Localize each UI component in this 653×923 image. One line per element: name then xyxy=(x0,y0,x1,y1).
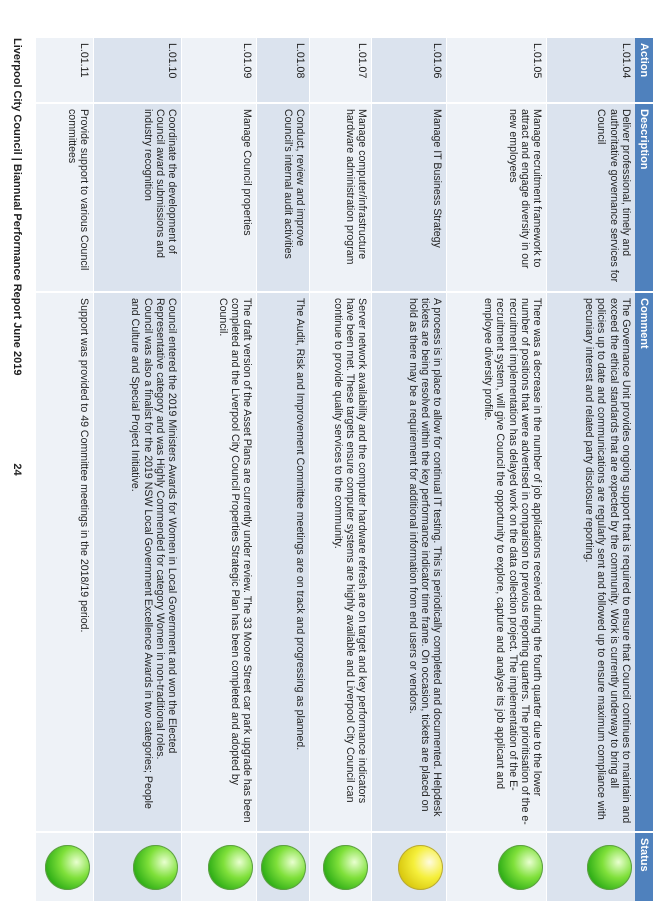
status-cell xyxy=(447,832,547,901)
table-row xyxy=(310,38,372,901)
status-light-green-icon xyxy=(324,845,369,890)
action-description: Deliver professional, timely and authoritative governance services for Council xyxy=(547,103,635,292)
status-light-yellow-icon xyxy=(399,845,444,890)
status-cell xyxy=(310,832,372,901)
action-code: L.01.06 xyxy=(372,38,447,103)
status-cell xyxy=(94,832,182,901)
status-cell xyxy=(372,832,447,901)
table-row xyxy=(447,38,547,901)
status-cell xyxy=(36,832,94,901)
action-code: L.01.11 xyxy=(36,38,94,103)
table-row xyxy=(94,38,182,901)
header-comment: Comment xyxy=(635,292,653,832)
table-row xyxy=(257,38,310,901)
action-comment: Support was provided to 49 Committee meetings in the 2018/19 period. xyxy=(36,292,94,832)
table-row xyxy=(547,38,635,901)
status-light-green-icon xyxy=(46,845,91,890)
status-light-green-icon xyxy=(262,845,307,890)
action-description: Coordinate the development of Council award submissions and industry recognition xyxy=(94,103,182,292)
action-comment: The draft version of the Asset Plans are currently under review. The 33 Moore Street car park upgrade has been completed and the Liverpool City Council Properties Strategic Plan has been completed and adopted by Council. xyxy=(182,292,257,832)
header-status: Status xyxy=(635,832,653,901)
action-comment: The Audit, Risk and Improvement Committee meetings are on track and progressing as planned. xyxy=(257,292,310,832)
header-action: Action xyxy=(635,38,653,103)
action-description: Manage IT Business Strategy xyxy=(372,103,447,292)
action-comment: The Governance Unit provides ongoing support that is required to ensure that Council continues to maintain and exceed the ethical standards that are expected by the community. Work is currently underway to bring all policies up to date and communications are regularly sent and followed up to ensure maximum compliance with pecuniary interest and related party disclosure reporting. xyxy=(547,292,635,832)
action-description: Manage recruitment framework to attract and engage diversity in our new employees xyxy=(447,103,547,292)
action-comment: A process is in place to allow for continual IT testing. This is periodically completed and documented. Helpdesk tickets are being resolved within the key performance indicator time frame. On occasion, tickets are placed on hold as there may be a requirement for additional information from end users or vendors. xyxy=(372,292,447,832)
action-comment: Server network availability and the computer hardware refresh are on target and key performance indicators have been met. These targets ensure computer systems are highly available and Liverpool City Council can continue to provide quality services to the community. xyxy=(310,292,372,832)
status-cell xyxy=(257,832,310,901)
action-code: L.01.07 xyxy=(310,38,372,103)
status-light-green-icon xyxy=(209,845,254,890)
header-description: Description xyxy=(635,103,653,292)
action-description: Manage Council properties xyxy=(182,103,257,292)
action-description: Conduct, review and improve Council's internal audit activities xyxy=(257,103,310,292)
action-code: L.01.09 xyxy=(182,38,257,103)
table-row xyxy=(372,38,447,901)
table-row xyxy=(182,38,257,901)
footer-page-number: 24 xyxy=(11,463,23,476)
status-cell xyxy=(182,832,257,901)
action-comment: There was a decrease in the number of job applications received during the fourth quarter due to the lower number of positions that were advertised in comparison to previous reporting quarters. The prioritisation of the e-recruitment implementation has delayed work on the data collection project. The implementation of the E-recruitment system, will give Council the opportunity to explore, capture and analyse its job applicant and employee diversity profile. xyxy=(447,292,547,832)
status-light-green-icon xyxy=(134,845,179,890)
performance-table xyxy=(36,38,653,901)
status-cell xyxy=(547,832,635,901)
action-code: L.01.08 xyxy=(257,38,310,103)
status-light-green-icon xyxy=(587,845,632,890)
action-code: L.01.05 xyxy=(447,38,547,103)
action-description: Provide support to various Council committees xyxy=(36,103,94,292)
action-code: L.01.04 xyxy=(547,38,635,103)
table-header-row xyxy=(635,38,653,901)
footer-report-title: Liverpool City Council | Biannual Performance Report June 2019 xyxy=(11,38,23,376)
action-description: Manage computer/infrastructure hardware administration program xyxy=(310,103,372,292)
table-row xyxy=(36,38,94,901)
action-comment: Council entered the 2019 Ministers Awards for Women in Local Government and won the Elected Representative category and was Highly Commended for category Women in non-traditional roles. Council was also a finalist for the 2019 NSW Local Government Excellence Awards in two categories; People and Culture and Special Project Initiative. xyxy=(94,292,182,832)
action-code: L.01.10 xyxy=(94,38,182,103)
status-light-green-icon xyxy=(499,845,544,890)
